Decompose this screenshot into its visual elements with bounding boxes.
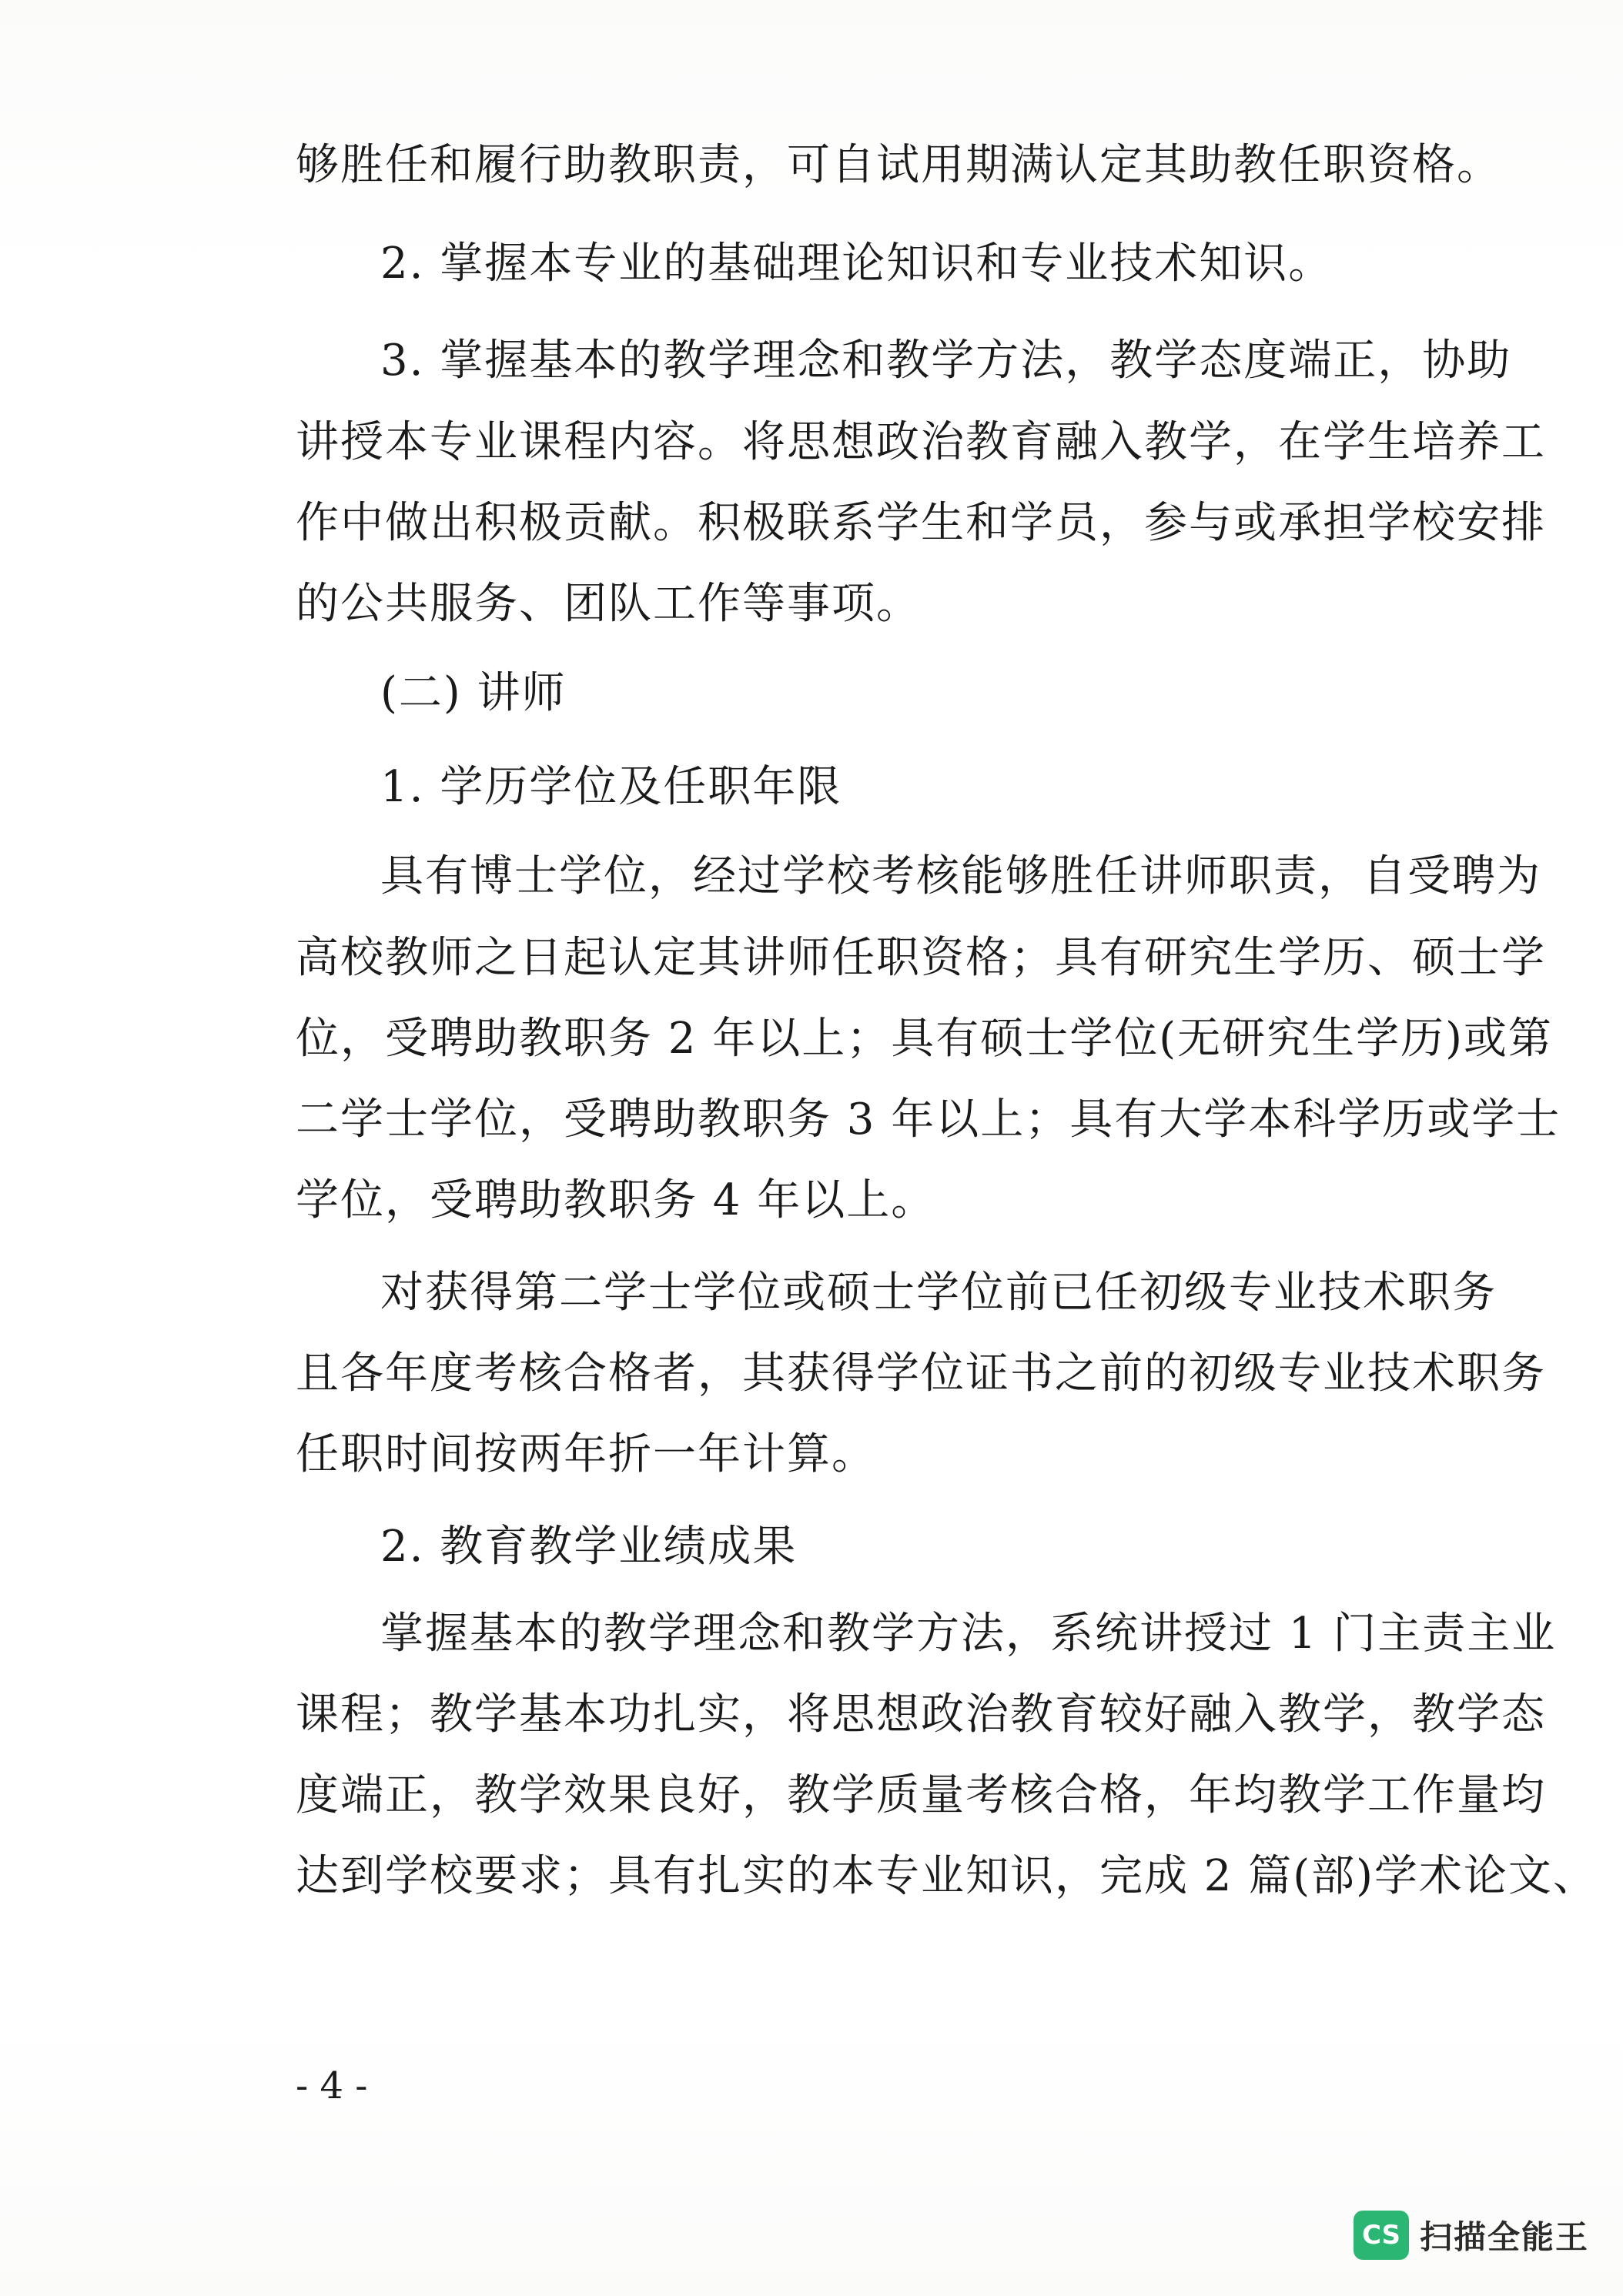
subsection-heading: 2. 教育教学业绩成果: [380, 1522, 798, 1572]
text-line: 度端正，教学效果良好，教学质量考核合格，年均教学工作量均: [296, 1770, 1546, 1820]
text-line: 的公共服务、团队工作等事项。: [296, 579, 921, 629]
text-line: 任职时间按两年折一年计算。: [296, 1429, 876, 1479]
text-line: 位，受聘助教职务 2 年以上；具有硕士学位(无研究生学历)或第: [296, 1014, 1553, 1064]
text-line: 够胜任和履行助教职责，可自试用期满认定其助教任职资格。: [296, 140, 1501, 190]
text-line: 3. 掌握基本的教学理念和教学方法，教学态度端正，协助: [380, 336, 1512, 386]
subsection-heading: 1. 学历学位及任职年限: [380, 762, 842, 812]
text-line: 作中做出积极贡献。积极联系学生和学员，参与或承担学校安排: [296, 498, 1546, 548]
text-line: 且各年度考核合格者，其获得学位证书之前的初级专业技术职务: [296, 1349, 1546, 1399]
text-line: 讲授本专业课程内容。将思想政治教育融入教学，在学生培养工: [296, 417, 1546, 467]
text-line: 具有博士学位，经过学校考核能够胜任讲师职责，自受聘为: [380, 851, 1541, 901]
text-line: 二学士学位，受聘助教职务 3 年以上；具有大学本科学历或学士: [296, 1095, 1561, 1145]
text-line: 课程；教学基本功扎实，将思想政治教育较好融入教学，教学态: [296, 1689, 1546, 1740]
text-line: 2. 掌握本专业的基础理论知识和专业技术知识。: [380, 239, 1334, 289]
text-line: 高校教师之日起认定其讲师任职资格；具有研究生学历、硕士学: [296, 933, 1546, 983]
scanner-watermark: [1354, 2204, 1589, 2266]
app-name-label: 扫描全能王: [1420, 2218, 1590, 2256]
text-line: 掌握基本的教学理念和教学方法，系统讲授过 1 门主责主业: [380, 1609, 1557, 1659]
page-number: - 4 -: [296, 2064, 368, 2107]
text-line: 对获得第二学士学位或硕士学位前已任初级专业技术职务: [380, 1268, 1497, 1318]
section-heading: (二) 讲师: [380, 668, 567, 718]
text-line: 学位，受聘助教职务 4 年以上。: [296, 1175, 936, 1225]
camscanner-logo-icon: CS: [1354, 2211, 1409, 2260]
text-line: 达到学校要求；具有扎实的本专业知识，完成 2 篇(部)学术论文、: [296, 1851, 1598, 1901]
